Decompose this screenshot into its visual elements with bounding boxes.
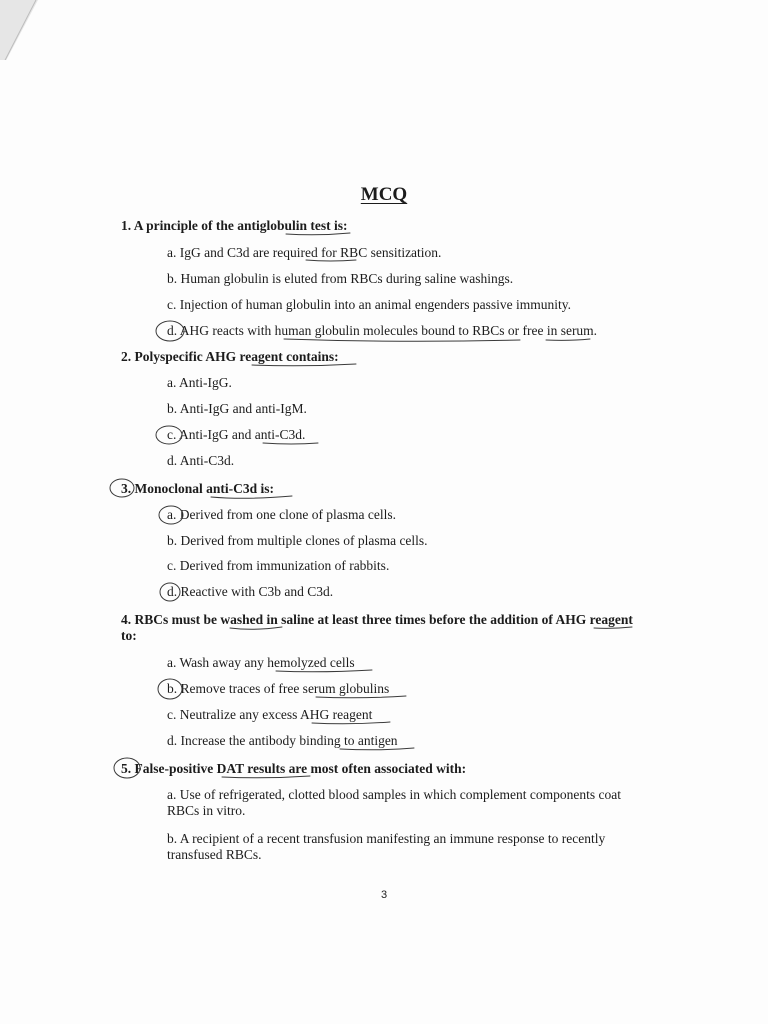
question-1-option-c: c. Injection of human globulin into an animal engenders passive immunity. <box>167 297 572 312</box>
question-1-option-d: d. AHG reacts with human globulin molecules bound to RBCs or free in serum. <box>167 323 598 338</box>
question-1: 1. A principle of the antiglobulin test is: <box>121 218 348 233</box>
question-3-option-c: c. Derived from immunization of rabbits. <box>167 558 390 573</box>
question-1-option-a: a. IgG and C3d are required for RBC sensitization. <box>167 245 442 260</box>
question-4: 4. RBCs must be washed in saline at least three times before the addition of AHG reagent to: <box>121 612 633 643</box>
page-title: MCQ <box>360 184 408 205</box>
question-2-option-b: b. Anti-IgG and anti-IgM. <box>167 401 307 416</box>
underline-q1-d <box>284 339 520 341</box>
question-2-option-d: d. Anti-C3d. <box>167 453 235 468</box>
question-5: 5. False-positive DAT results are most often associated with: <box>121 761 467 776</box>
question-4-option-b: b. Remove traces of free serum globulins <box>167 681 390 696</box>
question-4-option-d: d. Increase the antibody binding to antigen <box>167 733 398 748</box>
underline-q2-c <box>263 443 318 444</box>
underline-q1-serum <box>546 339 590 340</box>
page-number: 3 <box>380 889 388 901</box>
question-5-option-a: a. Use of refrigerated, clotted blood samples in which complement components coat RBCs in vitro. <box>167 787 621 818</box>
question-3-option-a: a. Derived from one clone of plasma cells. <box>167 507 397 522</box>
question-4-option-a: a. Wash away any hemolyzed cells <box>167 655 355 670</box>
question-4-option-c: c. Neutralize any excess AHG reagent <box>167 707 373 722</box>
question-2: 2. Polyspecific AHG reagent contains: <box>121 349 339 364</box>
question-3: 3. Monoclonal anti-C3d is: <box>121 481 275 496</box>
question-2-option-c: c. Anti-IgG and anti-C3d. <box>167 427 306 442</box>
question-3-option-d: d. Reactive with C3b and C3d. <box>167 584 334 599</box>
question-5-option-b: b. A recipient of a recent transfusion manifesting an immune response to recently transfused RBCs. <box>167 831 606 862</box>
page-corner-fold <box>0 0 60 60</box>
question-2-option-a: a. Anti-IgG. <box>167 375 232 390</box>
question-1-option-b: b. Human globulin is eluted from RBCs during saline washings. <box>167 271 514 286</box>
question-3-option-b: b. Derived from multiple clones of plasma cells. <box>167 533 428 548</box>
